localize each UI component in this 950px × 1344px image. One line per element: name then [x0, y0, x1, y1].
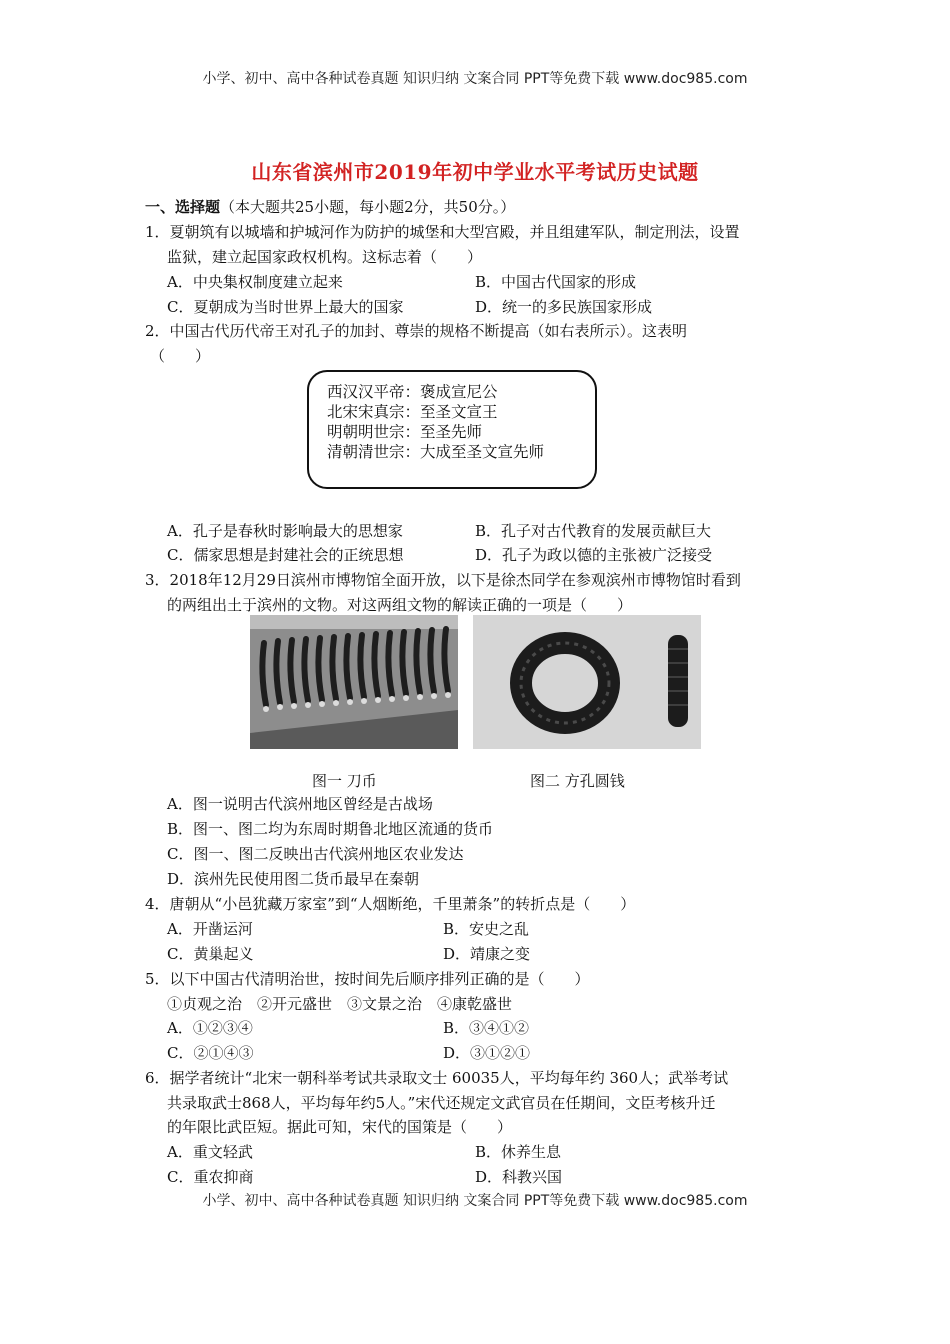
table-row-qing: 清朝清世宗：大成至圣文宣先师 — [327, 443, 545, 461]
q1-option-a: A．中央集权制度建立起来 — [167, 273, 343, 291]
q6-option-c: C．重农抑商 — [167, 1168, 254, 1186]
q4-option-d: D．靖康之变 — [443, 945, 531, 963]
q5-option-c: C．②①④③ — [167, 1044, 254, 1062]
q1-option-c: C．夏朝成为当时世界上最大的国家 — [167, 298, 404, 316]
round-coins-photo — [473, 615, 701, 749]
q4-option-a: A．开凿运河 — [167, 920, 253, 938]
q2-stem-line1: 2．中国古代历代帝王对孔子的加封、尊崇的规格不断提高（如右表所示）。这表明 — [145, 322, 688, 340]
q6-stem-line1: 6．据学者统计“北宋一朝科举考试共录取文士 60035人，平均每年约 360人；武举考试 — [145, 1069, 729, 1087]
q2-option-d: D．孔子为政以德的主张被广泛接受 — [475, 546, 713, 564]
q3-option-c: C．图一、图二反映出古代滨州地区农业发达 — [167, 845, 464, 863]
q4-option-c: C．黄巢起义 — [167, 945, 254, 963]
figure1-caption: 图一 刀币 — [312, 772, 377, 790]
q1-stem-line2: 监狱，建立起国家政权机构。这标志着（ ） — [167, 248, 483, 266]
q3-option-a: A．图一说明古代滨州地区曾经是古战场 — [167, 795, 433, 813]
confucius-title-table — [307, 370, 597, 489]
q3-option-b: B．图一、图二均为东周时期鲁北地区流通的货币 — [167, 820, 494, 838]
section-heading-note: （本大题共25小题，每小题2分，共50分。） — [220, 198, 516, 216]
page-header-banner: 小学、初中、高中各种试卷真题 知识归纳 文案合同 PPT等免费下载 www.doc985.com — [202, 71, 748, 87]
table-row-ming: 明朝明世宗：至圣先师 — [327, 423, 483, 441]
q2-option-c: C．儒家思想是封建社会的正统思想 — [167, 546, 404, 564]
q1-option-b: B．中国古代国家的形成 — [475, 273, 637, 291]
q2-option-a: A．孔子是春秋时影响最大的思想家 — [167, 522, 403, 540]
q4-option-b: B．安史之乱 — [443, 920, 530, 938]
table-row-song: 北宋宋真宗：至圣文宣王 — [327, 403, 498, 421]
q3-stem-line2: 的两组出土于滨州的文物。对这两组文物的解读正确的一项是（ ） — [167, 596, 633, 614]
page-footer-banner: 小学、初中、高中各种试卷真题 知识归纳 文案合同 PPT等免费下载 www.doc985.com — [202, 1193, 748, 1209]
q1-stem-line1: 1．夏朝筑有以城墙和护城河作为防护的城堡和大型宫殿，并且组建军队，制定刑法，设置 — [145, 223, 740, 241]
q3-option-d: D．滨州先民使用图二货币最早在秦朝 — [167, 870, 420, 888]
q6-option-d: D．科教兴国 — [475, 1168, 563, 1186]
section-heading-label: 一、选择题 — [145, 198, 221, 216]
page-title: 山东省滨州市2019年初中学业水平考试历史试题 — [251, 160, 699, 184]
figure2-caption: 图二 方孔圆钱 — [530, 772, 625, 790]
table-row-han: 西汉汉平帝：褒成宣尼公 — [327, 383, 498, 401]
q4-stem: 4．唐朝从“小邑犹藏万家室”到“人烟断绝，千里萧条”的转折点是（ ） — [145, 895, 636, 913]
q5-option-d: D．③①②① — [443, 1044, 531, 1062]
q5-option-a: A．①②③④ — [167, 1019, 253, 1037]
q5-items: ①贞观之治 ②开元盛世 ③文景之治 ④康乾盛世 — [167, 995, 513, 1013]
section-heading — [145, 197, 515, 217]
q5-stem: 5．以下中国古代清明治世，按时间先后顺序排列正确的是（ ） — [145, 970, 590, 988]
q6-option-a: A．重文轻武 — [167, 1143, 253, 1161]
q6-stem-line3: 的年限比武臣短。据此可知，宋代的国策是（ ） — [167, 1118, 513, 1136]
q1-option-d: D．统一的多民族国家形成 — [475, 298, 653, 316]
q6-option-b: B．休养生息 — [475, 1143, 562, 1161]
knife-coins-photo — [250, 615, 458, 749]
q2-option-b: B．孔子对古代教育的发展贡献巨大 — [475, 522, 712, 540]
q6-stem-line2: 共录取武士868人，平均每年约5人。”宋代还规定文武官员在任期间，文臣考核升迁 — [167, 1094, 716, 1112]
q2-stem-line2: （ ） — [150, 347, 211, 365]
q5-option-b: B．③④①② — [443, 1019, 530, 1037]
q3-stem-line1: 3．2018年12月29日滨州市博物馆全面开放，以下是徐杰同学在参观滨州市博物馆时看到 — [145, 571, 741, 589]
